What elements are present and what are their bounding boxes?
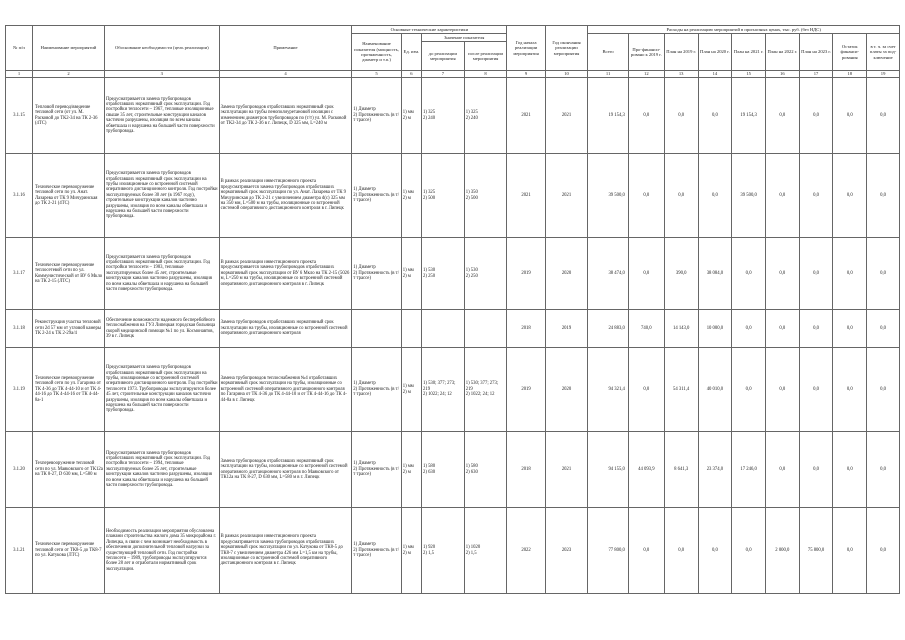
cell-rest: 0,0 bbox=[833, 310, 867, 348]
cell-justification: Предусматривается замена трубопроводов отработавших нормативный срок эксплуатации. Год постройки теплосети – 1994, тепловые эксплуатируемых более 25 лет, строительные конструкции каналов частично разрушены, изоляция по всем каналы обветшала и нарушена на большей части поверхности трубопровода. bbox=[104, 432, 219, 508]
investment-table bbox=[5, 25, 900, 594]
cell-pre: 0,0 bbox=[628, 238, 664, 310]
header-tech-name: Наименование показателя (мощность, протяженность, диаметр и т.п.) bbox=[352, 34, 401, 71]
cell-rest: 0,0 bbox=[833, 78, 867, 154]
table-row bbox=[6, 508, 900, 594]
cell-y2020: 10 000,0 bbox=[698, 310, 732, 348]
cell-pre: 0,0 bbox=[628, 348, 664, 432]
cell-unit: 1) мм 2) м bbox=[401, 238, 421, 310]
cell-name: Реконструкция участка тепловой сети 2d 57 мм от угловой камеры ТК 2-24 к ТК 2-29а/4 bbox=[32, 310, 104, 348]
column-number: 7 bbox=[422, 71, 465, 78]
header-costs-group: Расходы на реализацию мероприятий в прогнозных ценах, тыс. руб. (без НДС) bbox=[588, 26, 900, 34]
column-number: 13 bbox=[664, 71, 698, 78]
cell-after: 1) 325 2) 240 bbox=[464, 78, 507, 154]
cell-before: 1) 920 2) 1,5 bbox=[422, 508, 465, 594]
cell-justification: Предусматривается замена трубопроводов отработавших нормативный срок эксплуатации на трубы, изоляционные со встроенной системой оперативного дистанционного контроля. Год постройки теплосети 1973. Трубопроводы эксплуатируются более 45 лет, строительные конструкции каналов частично разрушены, изоляция по всем каналы обветшала и нарушена на большей части поверхности трубопровода. bbox=[104, 348, 219, 432]
cell-y2023: 0,0 bbox=[799, 432, 833, 508]
cell-y2023: 75 800,0 bbox=[799, 508, 833, 594]
header-notes: Примечание bbox=[219, 26, 352, 71]
column-number: 16 bbox=[765, 71, 799, 78]
column-number: 12 bbox=[628, 71, 664, 78]
cell-y2020: 40 010,0 bbox=[698, 348, 732, 432]
column-number: 9 bbox=[507, 71, 545, 78]
header-tech-group: Основные технические характеристики bbox=[352, 26, 507, 34]
cell-start: 2018 bbox=[507, 310, 545, 348]
cell-after: 1) 530; 377; 273; 219 2) 1022; 24; 12 bbox=[464, 348, 507, 432]
cell-after: 1) 350 2) 500 bbox=[464, 154, 507, 238]
cell-after: 1) 580 2) 630 bbox=[464, 432, 507, 508]
cell-after bbox=[464, 310, 507, 348]
cell-y2019: 0,0 bbox=[664, 508, 698, 594]
column-number: 11 bbox=[588, 71, 628, 78]
cell-before: 1) 580 2) 630 bbox=[422, 432, 465, 508]
cell-y2019: 0,0 bbox=[664, 154, 698, 238]
cell-tech: 1) Диаметр 2) Протяженность (в т/т трассе) bbox=[352, 508, 401, 594]
cell-y2021: 39 500,0 bbox=[732, 154, 766, 238]
column-number: 2 bbox=[32, 71, 104, 78]
header-after: после реализации мероприятия bbox=[464, 42, 507, 71]
cell-name: Техническое перевооружение тепловой сети по ул. Гагарина от ТК 4-36 до ТК 4-44-10 и от ТК 4-44-16 до ТК 4-44-16 от ТК 4-44-8а-1 bbox=[32, 348, 104, 432]
cell-num: 3.1.20 bbox=[6, 432, 33, 508]
cell-y2022: 0,0 bbox=[765, 310, 799, 348]
column-number: 5 bbox=[352, 71, 401, 78]
cell-tech: 1) Диаметр 2) Протяженность (в т/т трассе) bbox=[352, 238, 401, 310]
cell-rest: 0,0 bbox=[833, 348, 867, 432]
column-number: 1 bbox=[6, 71, 33, 78]
cell-y2020: 0,0 bbox=[698, 78, 732, 154]
cell-name: Техперевооружение тепловой сети по ул. Маяковского от ТК12а на ТК 8-27, D 630 мм, L=580 м bbox=[32, 432, 104, 508]
cell-end: 2021 bbox=[545, 78, 588, 154]
cell-rest: 0,0 bbox=[833, 238, 867, 310]
cell-tech bbox=[352, 310, 401, 348]
table-row bbox=[6, 310, 900, 348]
cell-incl: 0,0 bbox=[867, 78, 900, 154]
cell-end: 2021 bbox=[545, 154, 588, 238]
header-plan-2021: План на 2021 г. bbox=[732, 34, 766, 71]
cell-start: 2019 bbox=[507, 238, 545, 310]
header-total: Всего bbox=[588, 34, 628, 71]
header-plan-2023: План на 2023 г. bbox=[799, 34, 833, 71]
cell-name: Тепловой перевод/введение тепловой сети (от ул. М. Расковой до ТК2-34 на ТК 2-36 (4ТС) bbox=[32, 78, 104, 154]
table-row bbox=[6, 238, 900, 310]
cell-y2021: 0,0 bbox=[732, 310, 766, 348]
cell-tech: 1) Диаметр 2) Протяженность (в т/т трассе) bbox=[352, 154, 401, 238]
cell-start: 2021 bbox=[507, 78, 545, 154]
cell-num: 3.1.21 bbox=[6, 508, 33, 594]
cell-rest: 0,0 bbox=[833, 154, 867, 238]
cell-y2022: 0,0 bbox=[765, 238, 799, 310]
cell-total: 24 883,0 bbox=[588, 310, 628, 348]
header-values-group: Значение показателя bbox=[422, 34, 507, 42]
cell-pre: 740,0 bbox=[628, 310, 664, 348]
cell-y2023: 0,0 bbox=[799, 154, 833, 238]
cell-before: 1) 325 2) 240 bbox=[422, 78, 465, 154]
header-plan-2019: План на 2019 г. bbox=[664, 34, 698, 71]
cell-incl: 0,0 bbox=[867, 508, 900, 594]
cell-end: 2020 bbox=[545, 348, 588, 432]
cell-after: 1) 530 2) 250 bbox=[464, 238, 507, 310]
cell-y2020: 23 374,0 bbox=[698, 432, 732, 508]
table-body bbox=[6, 78, 900, 594]
cell-y2021: 0,0 bbox=[732, 238, 766, 310]
cell-incl: 0,0 bbox=[867, 310, 900, 348]
cell-name: Техническое перевооружение теплосетевой сети по ул. Коммунистической от ВУ 6 Мкло на ТК 2-15 (ЛТС) bbox=[32, 238, 104, 310]
column-number: 19 bbox=[867, 71, 900, 78]
cell-pre: 0,0 bbox=[628, 154, 664, 238]
column-number: 3 bbox=[104, 71, 219, 78]
cell-unit bbox=[401, 310, 421, 348]
cell-justification: Обеспечение возможности надежного бесперебойного теплоснабжения на ГУЗ Липецкая городская больница скорой медицинской помощи №1 по ул. Космонавтов, 39 в г. Липецк bbox=[104, 310, 219, 348]
cell-y2019: 14 143,0 bbox=[664, 310, 698, 348]
cell-rest: 0,0 bbox=[833, 508, 867, 594]
column-number: 4 bbox=[219, 71, 352, 78]
cell-notes: Замена трубопроводов отработавших нормативный срок эксплуатации на трубы, изоляционные со встроенной системой оперативного дистанционного контроля bbox=[219, 310, 352, 348]
column-number: 14 bbox=[698, 71, 732, 78]
header-plan-2022: План на 2022 г. bbox=[765, 34, 799, 71]
cell-total: 77 800,0 bbox=[588, 508, 628, 594]
cell-y2021: 0,0 bbox=[732, 508, 766, 594]
cell-tech: 1) Диаметр 2) Протяженность (в т/т трассе) bbox=[352, 432, 401, 508]
cell-incl: 0,0 bbox=[867, 348, 900, 432]
cell-y2022: 0,0 bbox=[765, 78, 799, 154]
column-number: 15 bbox=[732, 71, 766, 78]
cell-y2022: 0,0 bbox=[765, 348, 799, 432]
cell-notes: В рамках реализации инвестиционного проекта предусматривается замена трубопроводов отработавших нормативный срок эксплуатации по ул. Анат. Лазарева от ТК 9 Мичуринская до ТК 2-21 с увеличением диаметра d(с) 325 мм на 350 мм, L=500 м на трубы, изоляционные со встроенной системой оперативного дистанционного контроля в г. Липецк bbox=[219, 154, 352, 238]
cell-num: 3.1.19 bbox=[6, 348, 33, 432]
cell-y2023: 0,0 bbox=[799, 348, 833, 432]
cell-total: 39 500,0 bbox=[588, 154, 628, 238]
header-incl: в т. ч. за счет платы за под-ключение bbox=[867, 34, 900, 71]
cell-start: 2022 bbox=[507, 508, 545, 594]
cell-end: 2020 bbox=[545, 238, 588, 310]
cell-name: Техническое перевооружение тепловой сети от ТК8-5 до ТК8-7 по ул. Катукова (ЛТС) bbox=[32, 508, 104, 594]
cell-num: 3.1.17 bbox=[6, 238, 33, 310]
column-number-row bbox=[6, 71, 900, 78]
cell-y2023: 0,0 bbox=[799, 78, 833, 154]
cell-pre: 0,0 bbox=[628, 508, 664, 594]
cell-tech: 1) Диаметр 2) Протяженность (в т/т трассе) bbox=[352, 348, 401, 432]
header-end-year: Год окончания реализации мероприятия bbox=[545, 26, 588, 71]
table-row bbox=[6, 348, 900, 432]
cell-notes: Замена трубопроводов отработавших нормативный срок эксплуатации на трубы, изоляционные со встроенной системой оперативного дистанционного контроля по Маяковского от ТК12а на ТК 8-27, D 630 мм, L=580 м в г. Липецк bbox=[219, 432, 352, 508]
cell-total: 19 154,3 bbox=[588, 78, 628, 154]
column-number: 8 bbox=[464, 71, 507, 78]
cell-after: 1) 1020 2) 1,5 bbox=[464, 508, 507, 594]
cell-before bbox=[422, 310, 465, 348]
cell-y2021: 17 246,0 bbox=[732, 432, 766, 508]
cell-before: 1) 325 2) 500 bbox=[422, 154, 465, 238]
cell-unit: 1) мм 2) м bbox=[401, 348, 421, 432]
column-number: 10 bbox=[545, 71, 588, 78]
cell-y2021: 0,0 bbox=[732, 348, 766, 432]
cell-y2023: 0,0 bbox=[799, 238, 833, 310]
cell-justification: Предусматривается замена трубопроводов отработавших нормативный срок эксплуатации на трубы изоляционные со встроенной системой оперативного дистанционного контроля. Год постройки эксплуатируемых более 30 лет (в 1967 году), строительные конструкции каналов частично разрушены, изоляция по всем каналы обветшала и нарушена на большей части поверхности трубопровода. bbox=[104, 154, 219, 238]
header-remaining: Остаток финанси-рования bbox=[833, 34, 867, 71]
column-number: 17 bbox=[799, 71, 833, 78]
header-unit: Ед. изм. bbox=[401, 34, 421, 71]
header-before: до реализации мероприятия bbox=[422, 42, 465, 71]
cell-before: 1) 530; 377; 273; 219 2) 1022; 24; 12 bbox=[422, 348, 465, 432]
header-name: Наименование мероприятий bbox=[32, 26, 104, 71]
cell-rest: 0,0 bbox=[833, 432, 867, 508]
table-row bbox=[6, 432, 900, 508]
cell-y2023: 0,0 bbox=[799, 310, 833, 348]
cell-y2022: 0,0 bbox=[765, 432, 799, 508]
cell-y2022: 2 000,0 bbox=[765, 508, 799, 594]
cell-justification: Необходимость реализации мероприятия обусловлена планами строительства жилого дома 35 микрорайона г. Липецка, в связи с чем возникает необходимость в обеспечении дополнительной тепловой нагрузки за существующей тепловой сети. Год постройки теплосети – 1989, трубопроводы эксплуатируются более 28 лет и отработали нормативный срок эксплуатации. bbox=[104, 508, 219, 594]
cell-y2019: 390,0 bbox=[664, 238, 698, 310]
cell-y2019: 54 311,4 bbox=[664, 348, 698, 432]
cell-before: 1) 530 2) 250 bbox=[422, 238, 465, 310]
cell-start: 2018 bbox=[507, 432, 545, 508]
cell-start: 2021 bbox=[507, 154, 545, 238]
cell-num: 3.1.15 bbox=[6, 78, 33, 154]
cell-y2022: 0,0 bbox=[765, 154, 799, 238]
cell-notes: Замена трубопроводов отработавших нормативный срок эксплуатации на трубы пенополиуретановой изоляции с изменением диаметров трубопроводов по (т/т) ул. М. Расковой от ТК2-34 до ТК 2-36 в г. Липецк, D 325 мм, L=240 м bbox=[219, 78, 352, 154]
cell-justification: Предусматривается замена трубопроводов отработавших нормативный срок эксплуатации. Год постройки теплосети – 1967, тепловые изоляционные свыше 35 лет, строительные конструкции каналов частично разрушены, изоляция по всем каналы обветшала и нарушена на большей части поверхности трубопровода. bbox=[104, 78, 219, 154]
table-row bbox=[6, 78, 900, 154]
cell-num: 3.1.16 bbox=[6, 154, 33, 238]
cell-unit: 1) мм 2) м bbox=[401, 432, 421, 508]
cell-unit: 1) мм 2) м bbox=[401, 508, 421, 594]
cell-end: 2021 bbox=[545, 432, 588, 508]
cell-y2020: 38 084,0 bbox=[698, 238, 732, 310]
cell-y2021: 19 154,3 bbox=[732, 78, 766, 154]
cell-end: 2019 bbox=[545, 310, 588, 348]
column-number: 6 bbox=[401, 71, 421, 78]
cell-notes: В рамках реализации инвестиционного проекта предусматривается замена трубопроводов отработавших нормативный срок эксплуатации от ВУ 6 Мкло на ТК 2-15 (5026 м, L=250 м на трубы, изоляционные со встроенной системой оперативного дистанционного контроля в г. Липецк bbox=[219, 238, 352, 310]
cell-y2020: 0,0 bbox=[698, 154, 732, 238]
cell-unit: 1) мм 2) м bbox=[401, 154, 421, 238]
cell-y2020: 0,0 bbox=[698, 508, 732, 594]
cell-start: 2019 bbox=[507, 348, 545, 432]
cell-pre: 0,0 bbox=[628, 78, 664, 154]
column-number: 18 bbox=[833, 71, 867, 78]
cell-total: 94 155,0 bbox=[588, 432, 628, 508]
cell-total: 94 321,4 bbox=[588, 348, 628, 432]
cell-unit: 1) мм 2) м bbox=[401, 78, 421, 154]
cell-pre: 44 093,9 bbox=[628, 432, 664, 508]
cell-tech: 1) Диаметр 2) Протяженность (в т/т трассе) bbox=[352, 78, 401, 154]
header-plan-2020: План на 2020 г. bbox=[698, 34, 732, 71]
table-row bbox=[6, 154, 900, 238]
cell-incl: 0,0 bbox=[867, 238, 900, 310]
header-num: № п/п bbox=[6, 26, 33, 71]
cell-y2019: 8 641,3 bbox=[664, 432, 698, 508]
cell-incl: 0,0 bbox=[867, 154, 900, 238]
header-pre-financed: Про-финанси-ровано к 2019 г. bbox=[628, 34, 664, 71]
cell-notes: Замена трубопроводов теплоснабжения №4 отработавших нормативный срок эксплуатации на трубы, изоляционные со встроенной системой оперативного дистанционного контроля по Гагарина от ТК 4-36 до ТК 4-44-10 и от ТК 4-44-16 до ТК 4-44-8а в г. Липецк bbox=[219, 348, 352, 432]
cell-y2019: 0,0 bbox=[664, 78, 698, 154]
cell-total: 38 474,0 bbox=[588, 238, 628, 310]
cell-name: Техническое перевооружение тепловой сети по ул. Анат. Лазарева от ТК 9 Мичуринская до ТК 2-21 (4ТС) bbox=[32, 154, 104, 238]
cell-num: 3.1.18 bbox=[6, 310, 33, 348]
header-justification: Обоснование необходимости (цель реализации) bbox=[104, 26, 219, 71]
header-start-year: Год начала реализации мероприятия bbox=[507, 26, 545, 71]
cell-notes: В рамках реализации инвестиционного проекта предусматривается замена трубопроводов отработавших нормативный срок эксплуатации по ул. Катукова от ТК8-5 до ТК8-7 с увеличением диаметра 426 мм L=1,5 км на трубы, изоляционные со встроенной системой оперативного дистанционного контроля в г. Липецк bbox=[219, 508, 352, 594]
cell-end: 2023 bbox=[545, 508, 588, 594]
cell-incl: 0,0 bbox=[867, 432, 900, 508]
cell-justification: Предусматривается замена трубопроводов отработавших нормативный срок эксплуатации. Год постройки теплосети – 1983, тепловые эксплуатируемых более 45 лет, строительные конструкции каналов частично разрушены, изоляция по всем каналы обветшала и нарушена на большей части поверхности трубопровода. bbox=[104, 238, 219, 310]
